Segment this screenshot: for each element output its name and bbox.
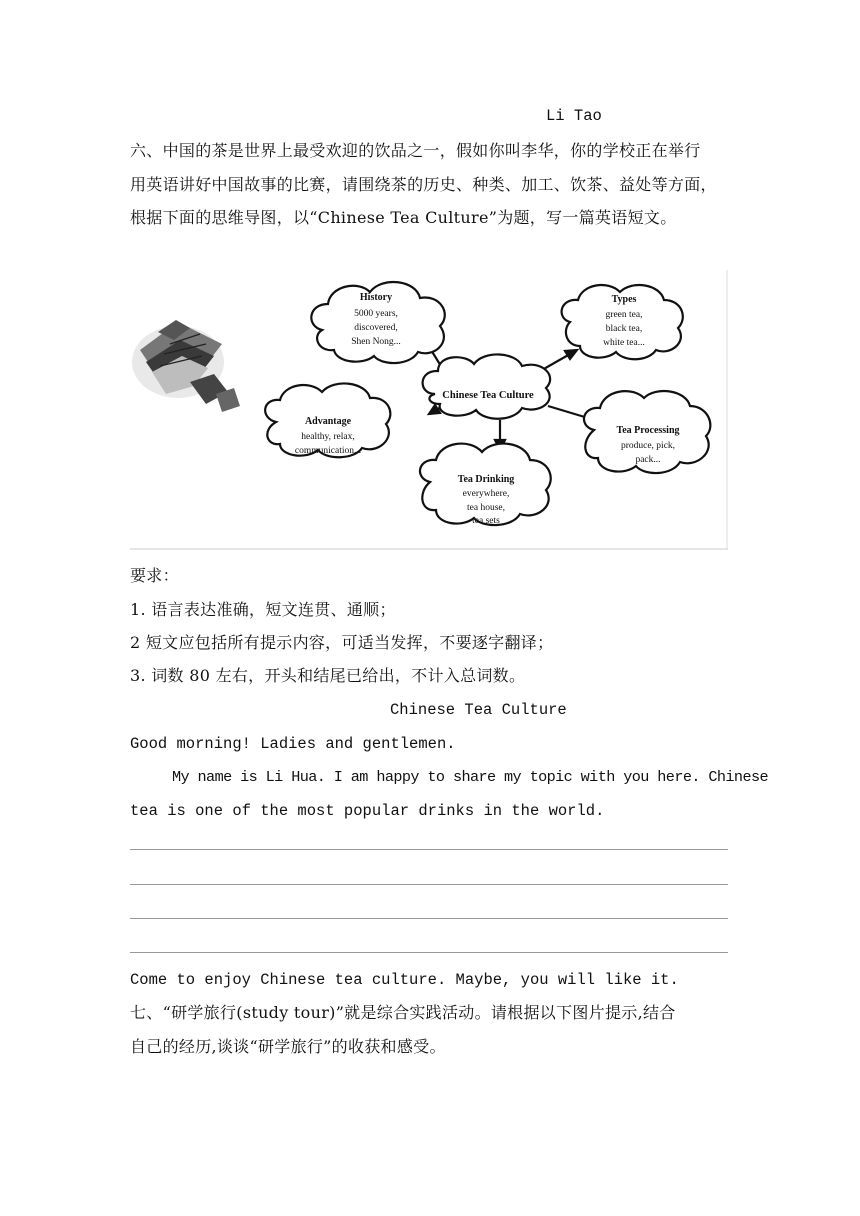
essay-paragraph-line-1: My name is Li Hua. I am happy to share my topic with you here. Chinese [172, 768, 768, 786]
q7-prompt-line-2: 自己的经历,谈谈“研学旅行”的收获和感受。 [130, 1037, 446, 1056]
q7-prompt-line-1: 七、“研学旅行(study tour)”就是综合实践活动。请根据以下图片提示,结合 [130, 1003, 676, 1022]
requirements-heading: 要求： [130, 566, 179, 585]
author-name: Li Tao [546, 107, 602, 125]
essay-title: Chinese Tea Culture [390, 701, 567, 719]
essay-closing: Come to enjoy Chinese tea culture. Maybe, you will like it. [130, 971, 679, 989]
requirement-1: 1. 语言表达准确，短文连贯、通顺； [130, 600, 396, 619]
types-line-1: green tea, [605, 310, 643, 320]
types-line-2: black tea, [605, 324, 643, 334]
essay-paragraph-line-2: tea is one of the most popular drinks in the world. [130, 802, 605, 820]
advantage-line-2: communication... [294, 446, 362, 456]
q6-prompt-line-3: 根据下面的思维导图，以“Chinese Tea Culture”为题，写一篇英语短文。 [130, 208, 677, 227]
processing-title: Tea Processing [616, 425, 680, 436]
essay-greeting: Good morning! Ladies and gentlemen. [130, 735, 456, 753]
q6-prompt-line-2: 用英语讲好中国故事的比赛，请围绕茶的历史、种类、加工、饮茶、益处等方面， [130, 175, 717, 194]
requirement-2: 2 短文应包括所有提示内容，可适当发挥，不要逐字翻译； [130, 633, 554, 652]
mind-map-center-label: Chinese Tea Culture [442, 390, 534, 401]
mind-map-figure [130, 270, 728, 550]
writing-line-1[interactable] [130, 849, 728, 850]
drinking-line-3: tea sets [472, 516, 500, 526]
writing-line-3[interactable] [130, 918, 728, 919]
writing-line-4[interactable] [130, 952, 728, 953]
drinking-title: Tea Drinking [457, 474, 515, 485]
processing-line-1: produce, pick, [620, 441, 676, 451]
cloud-center [423, 354, 551, 418]
q6-prompt-line-1: 六、中国的茶是世界上最受欢迎的饮品之一，假如你叫李华，你的学校正在举行 [130, 141, 701, 160]
history-title: History [359, 292, 393, 303]
advantage-title: Advantage [304, 416, 352, 427]
history-line-1: 5000 years, [354, 309, 398, 319]
history-line-2: discovered, [354, 323, 398, 333]
drinking-line-1: everywhere, [462, 489, 510, 499]
writing-line-2[interactable] [130, 884, 728, 885]
types-title: Types [611, 294, 637, 305]
processing-line-2: pack... [635, 455, 661, 465]
advantage-line-1: healthy, relax, [301, 432, 355, 442]
drinking-line-2: tea house, [467, 503, 505, 513]
history-line-3: Shen Nong... [351, 337, 401, 347]
types-line-3: white tea... [603, 338, 645, 348]
requirement-3: 3. 词数 80 左右，开头和结尾已给出，不计入总词数。 [130, 666, 526, 685]
